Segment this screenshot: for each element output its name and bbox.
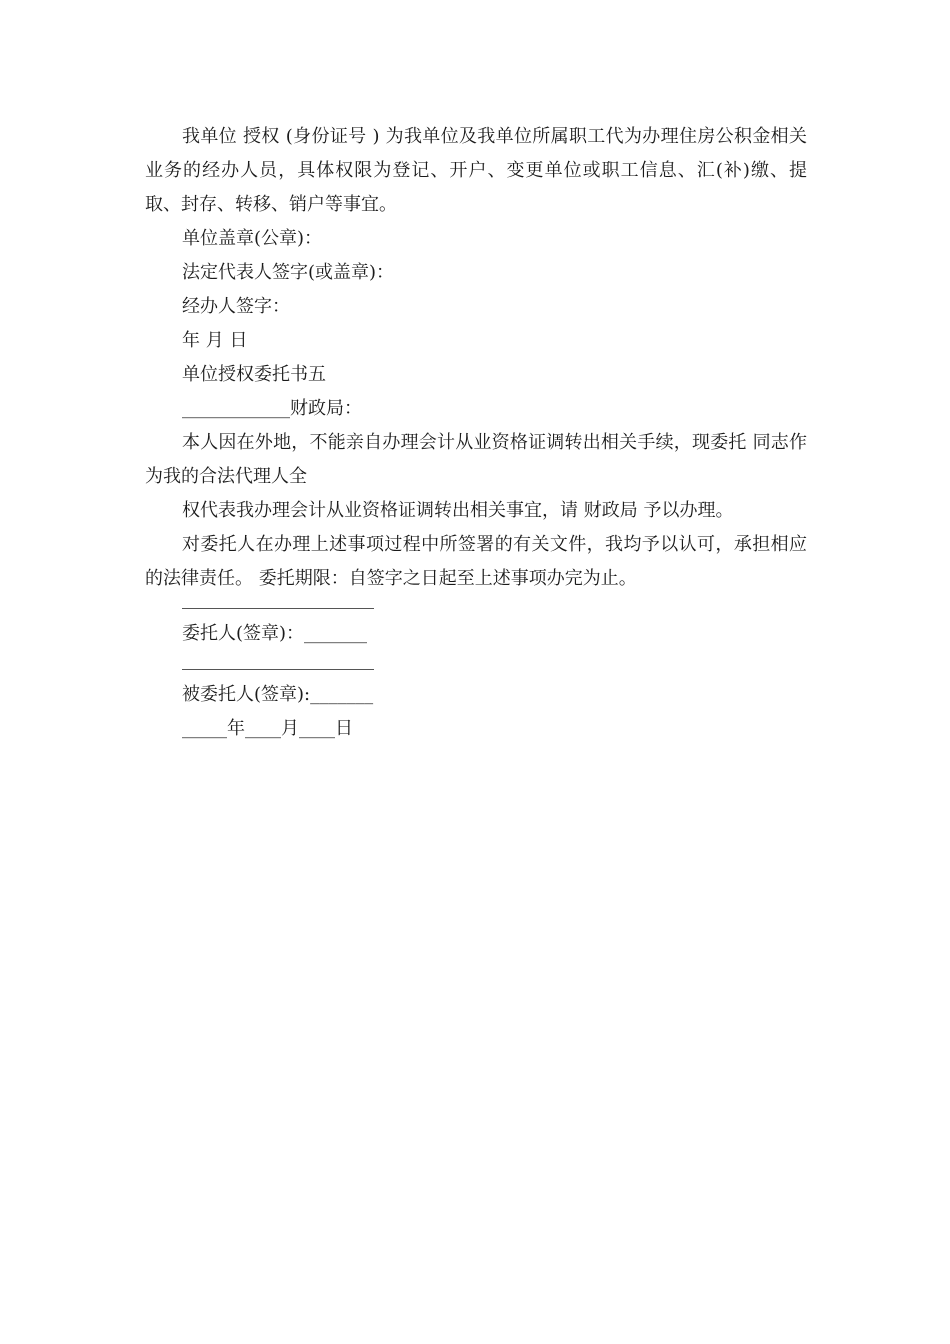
unit-seal-label: 单位盖章(公章)：: [182, 228, 323, 249]
principal-signature-label: 委托人(签章)：_______: [182, 623, 368, 644]
entrust-paragraph: 本人因在外地，不能亲自办理会计从业资格证调转出相关手续，现委托 同志作为我的合法代理人全: [145, 432, 807, 487]
signature-rule: [182, 608, 374, 609]
liability-paragraph: 对委托人在办理上述事项过程中所签署的有关文件，我均予以认可，承担相应的法律责任。 委托期限：自签字之日起至上述事项办完为止。: [145, 534, 807, 589]
addressee-line: ____________财政局：: [182, 398, 362, 419]
date-line: 年 月 日: [182, 330, 248, 351]
section-title: 单位授权委托书五: [182, 364, 326, 385]
legal-representative-signature-label: 法定代表人签字(或盖章)：: [182, 262, 395, 283]
agent-signature-label: 被委托人(签章):_______: [182, 684, 374, 705]
handler-signature-label: 经办人签字：: [182, 296, 290, 317]
document-body: [145, 120, 807, 746]
signing-date-line: _____年____月____日: [182, 718, 353, 739]
signature-rule: [182, 669, 374, 670]
authorization-paragraph: 我单位 授权 (身份证号 ) 为我单位及我单位所属职工代为办理住房公积金相关业务的经办人员，具体权限为登记、开户、变更单位或职工信息、汇(补)缴、提取、封存、转移、销户等事宜。: [145, 126, 807, 215]
entrust-scope-paragraph: 权代表我办理会计从业资格证调转出相关事宜，请 财政局 予以办理。: [182, 500, 734, 521]
